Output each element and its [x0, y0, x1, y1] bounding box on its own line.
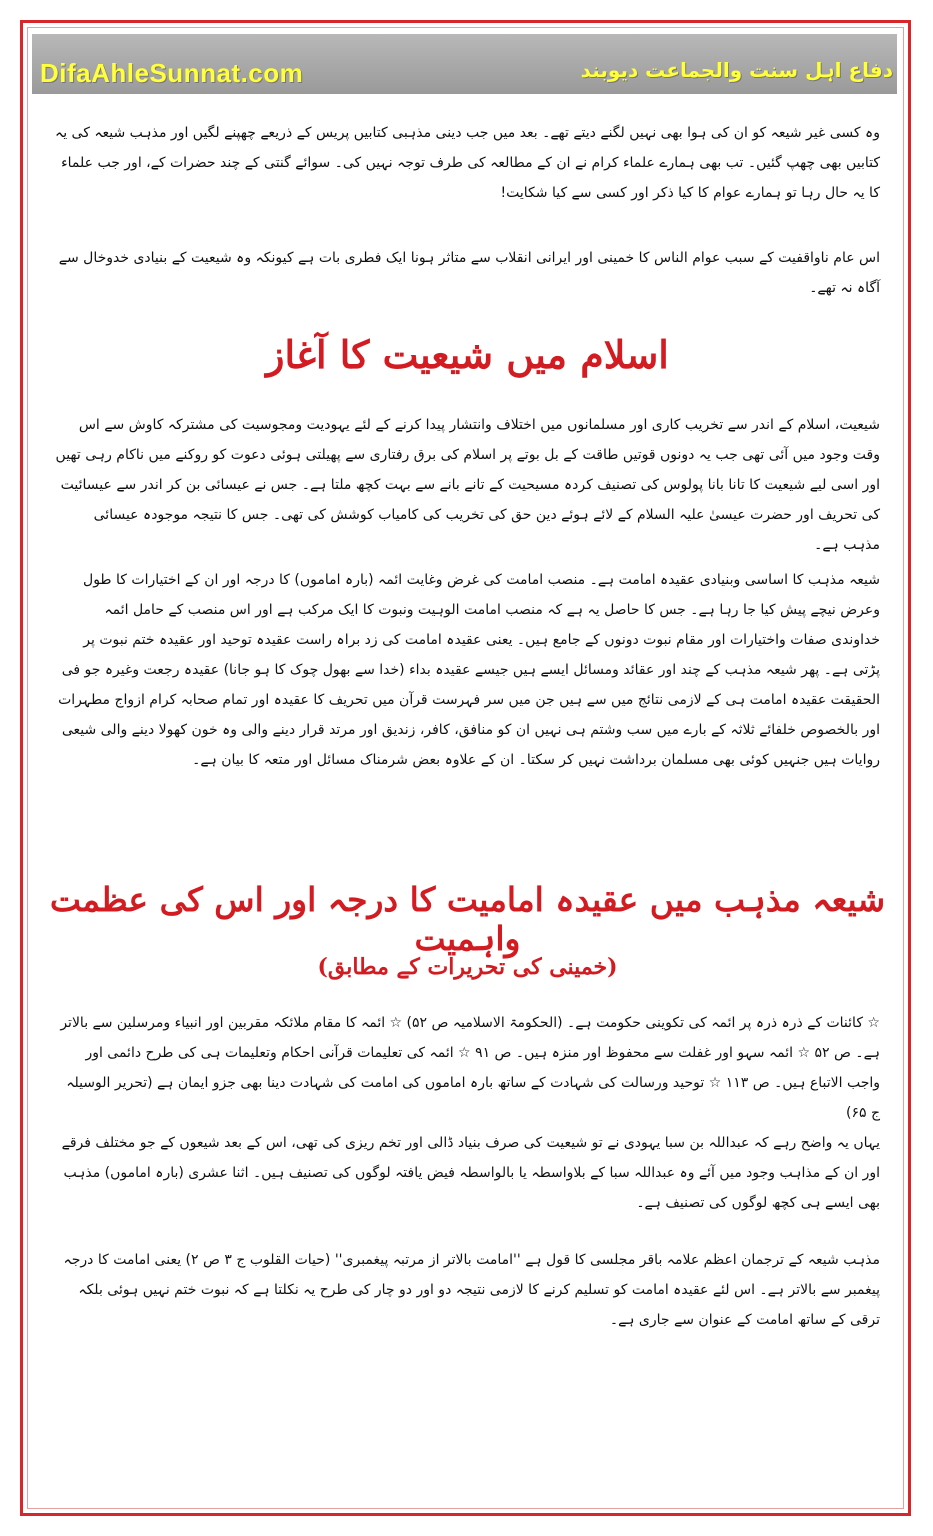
- heading-imamate-status: شیعہ مذہب میں عقیدہ امامیت کا درجہ اور اس کی عظمت واہمیت: [49, 880, 886, 958]
- section1-paragraph-1: وہ کسی غیر شیعہ کو ان کی ہوا بھی نہیں لگنے دیتے تھے۔ بعد میں جب دینی مذہبی کتابیں پریس کے ذریعے چھپنے لگیں اور مذہب شیعہ کی یہ کتابیں بھی چھپ گئیں۔ تب بھی ہمارے علماء کرام نے ان کے مطالعہ کی طرف توجہ نہیں کی۔ سوائے گنتی کے چند حضرات کے، اور جب علماء کا یہ حال رہا تو ہمارے عوام کا کیا ذکر اور کسی سے کیا شکایت!: [54, 125, 880, 201]
- section2-paragraph-2: شیعہ مذہب کا اساسی وبنیادی عقیدہ امامت ہے۔ منصب امامت کی غرض وغایت ائمہ (بارہ اماموں) کا درجہ اور ان کے اختیارات کا طول وعرض نیچے پیش کیا جا رہا ہے۔ جس کا حاصل یہ ہے کہ منصب امامت الوہیت ونبوت کا ایک مرکب ہے اور اس منصب کے حامل ائمہ خداوندی صفات واختیارات اور مقام نبوت دونوں کے جامع ہیں۔ یعنی عقیدہ امامت کی زد براہ راست عقیدہ توحید اور عقیدہ ختم نبوت پر پڑتی ہے۔ پھر شیعہ مذہب کے چند اور عقائد ومسائل ایسے ہیں جیسے عقیدہ بداء (خدا سے بھول چوک کا ہو جانا) عقیدہ رجعت وغیرہ جو فی الحقیقت عقیدہ امامت ہی کے لازمی نتائج میں سے ہیں جن میں سر فہرست قرآن میں تحریف کا عقیدہ اور تمام صحابہ کرام ازواج مطہرات اور بالخصوص خلفائے ثلاثہ کے بارے میں سب وشتم ہی نہیں ان کو منافق، کافر، زندیق اور مرتد قرار دینے والی وہ خون کھولا دینے والی شیعی روایات ہیں جنہیں کوئی بھی مسلمان برداشت نہیں کر سکتا۔ ان کے علاوہ بعض شرمناک مسائل اور متعہ کا بیان ہے۔: [58, 572, 880, 768]
- section2-paragraph-1: شیعیت، اسلام کے اندر سے تخریب کاری اور مسلمانوں میں اختلاف وانتشار پیدا کرنے کے لئے یہودیت ومجوسیت کی مشترکہ کاوش سے اس وقت وجود میں آئی تھی جب یہ دونوں قوتیں طاقت کے بل بوتے پر اسلام کی برق رفتاری سے پھیلتی ہوئی دعوت کو روکنے میں ناکام رہی تھیں اور اسی لیے شیعیت کا تانا بانا پولوس کی تصنیف کردہ مسیحیت کے تانے بانے سے بہت کچھ ملتا ہے۔ جس نے عیسائی بن کر اندر سے عیسائیت کی تحریف اور حضرت عیسیٰ علیہ السلام کے لائے ہوئے دین حق کی تخریب کی کامیاب کوشش کی تھی۔ جس کا نتیجہ موجودہ عیسائی مذہب ہے۔: [55, 417, 880, 553]
- section3-paragraph-2: یہاں یہ واضح رہے کہ عبداللہ بن سبا یہودی نے تو شیعیت کی صرف بنیاد ڈالی اور تخم ریزی کی تھی، اس کے بعد شیعوں کے جو مختلف فرقے اور ان کے مذاہب وجود میں آئے وہ عبداللہ سبا کے بلاواسطہ یا بالواسطہ فیض یافتہ لوگوں کی تصنیف ہیں۔ اثنا عشری (بارہ اماموں) مذہب بھی ایسے ہی کچھ لوگوں کی تصنیف ہے۔: [61, 1135, 880, 1211]
- site-name[interactable]: DifaAhleSunnat.com: [40, 58, 304, 88]
- heading-origin-of-shiism: اسلام میں شیعیت کا آغاز: [266, 332, 669, 377]
- heading-imamate-subtitle: (خمینی کی تحریرات کے مطابق): [317, 954, 618, 980]
- site-urdu-title: دفاع اہل سنت والجماعت دیوبند: [580, 58, 893, 82]
- section1-paragraph-2: اس عام ناواقفیت کے سبب عوام الناس کا خمینی اور ایرانی انقلاب سے متاثر ہونا ایک فطری بات ہے کیونکہ وہ شیعیت کے بنیادی خدوخال سے آگاہ نہ تھے۔: [58, 250, 880, 296]
- section3-paragraph-1: ☆ کائنات کے ذرہ ذرہ پر ائمہ کی تکوینی حکومت ہے۔ (الحکومۃ الاسلامیہ ص ۵۲) ☆ ائمہ کا مقام ملائکہ مقربین اور انبیاء ومرسلین سے بالاتر ہے۔ ص ۵۲ ☆ ائمہ سہو اور غفلت سے محفوظ اور منزہ ہیں۔ ص ۹۱ ☆ ائمہ کی تعلیمات قرآنی احکام وتعلیمات ہی کی طرح دائمی اور واجب الاتباع ہیں۔ ص ۱۱۳ ☆ توحید ورسالت کی شہادت کے ساتھ بارہ اماموں کی امامت کی شہادت دینا بھی جزو ایمان ہے (تحریر الوسیلہ ج ۶۵): [60, 1015, 880, 1121]
- section3-paragraph-3: مذہب شیعہ کے ترجمان اعظم علامہ باقر مجلسی کا قول ہے ''امامت بالاتر از مرتبہ پیغمبری'' (حیات القلوب ج ۳ ص ۲) یعنی امامت کا درجہ پیغمبر سے بالاتر ہے۔ اس لئے عقیدہ امامت کو تسلیم کرنے کا لازمی نتیجہ دو اور دو چار کی طرح یہ نکلتا ہے کہ نبوت ختم نہیں ہوئی بلکہ ترقی کے ساتھ امامت کے عنوان سے جاری ہے۔: [63, 1252, 880, 1328]
